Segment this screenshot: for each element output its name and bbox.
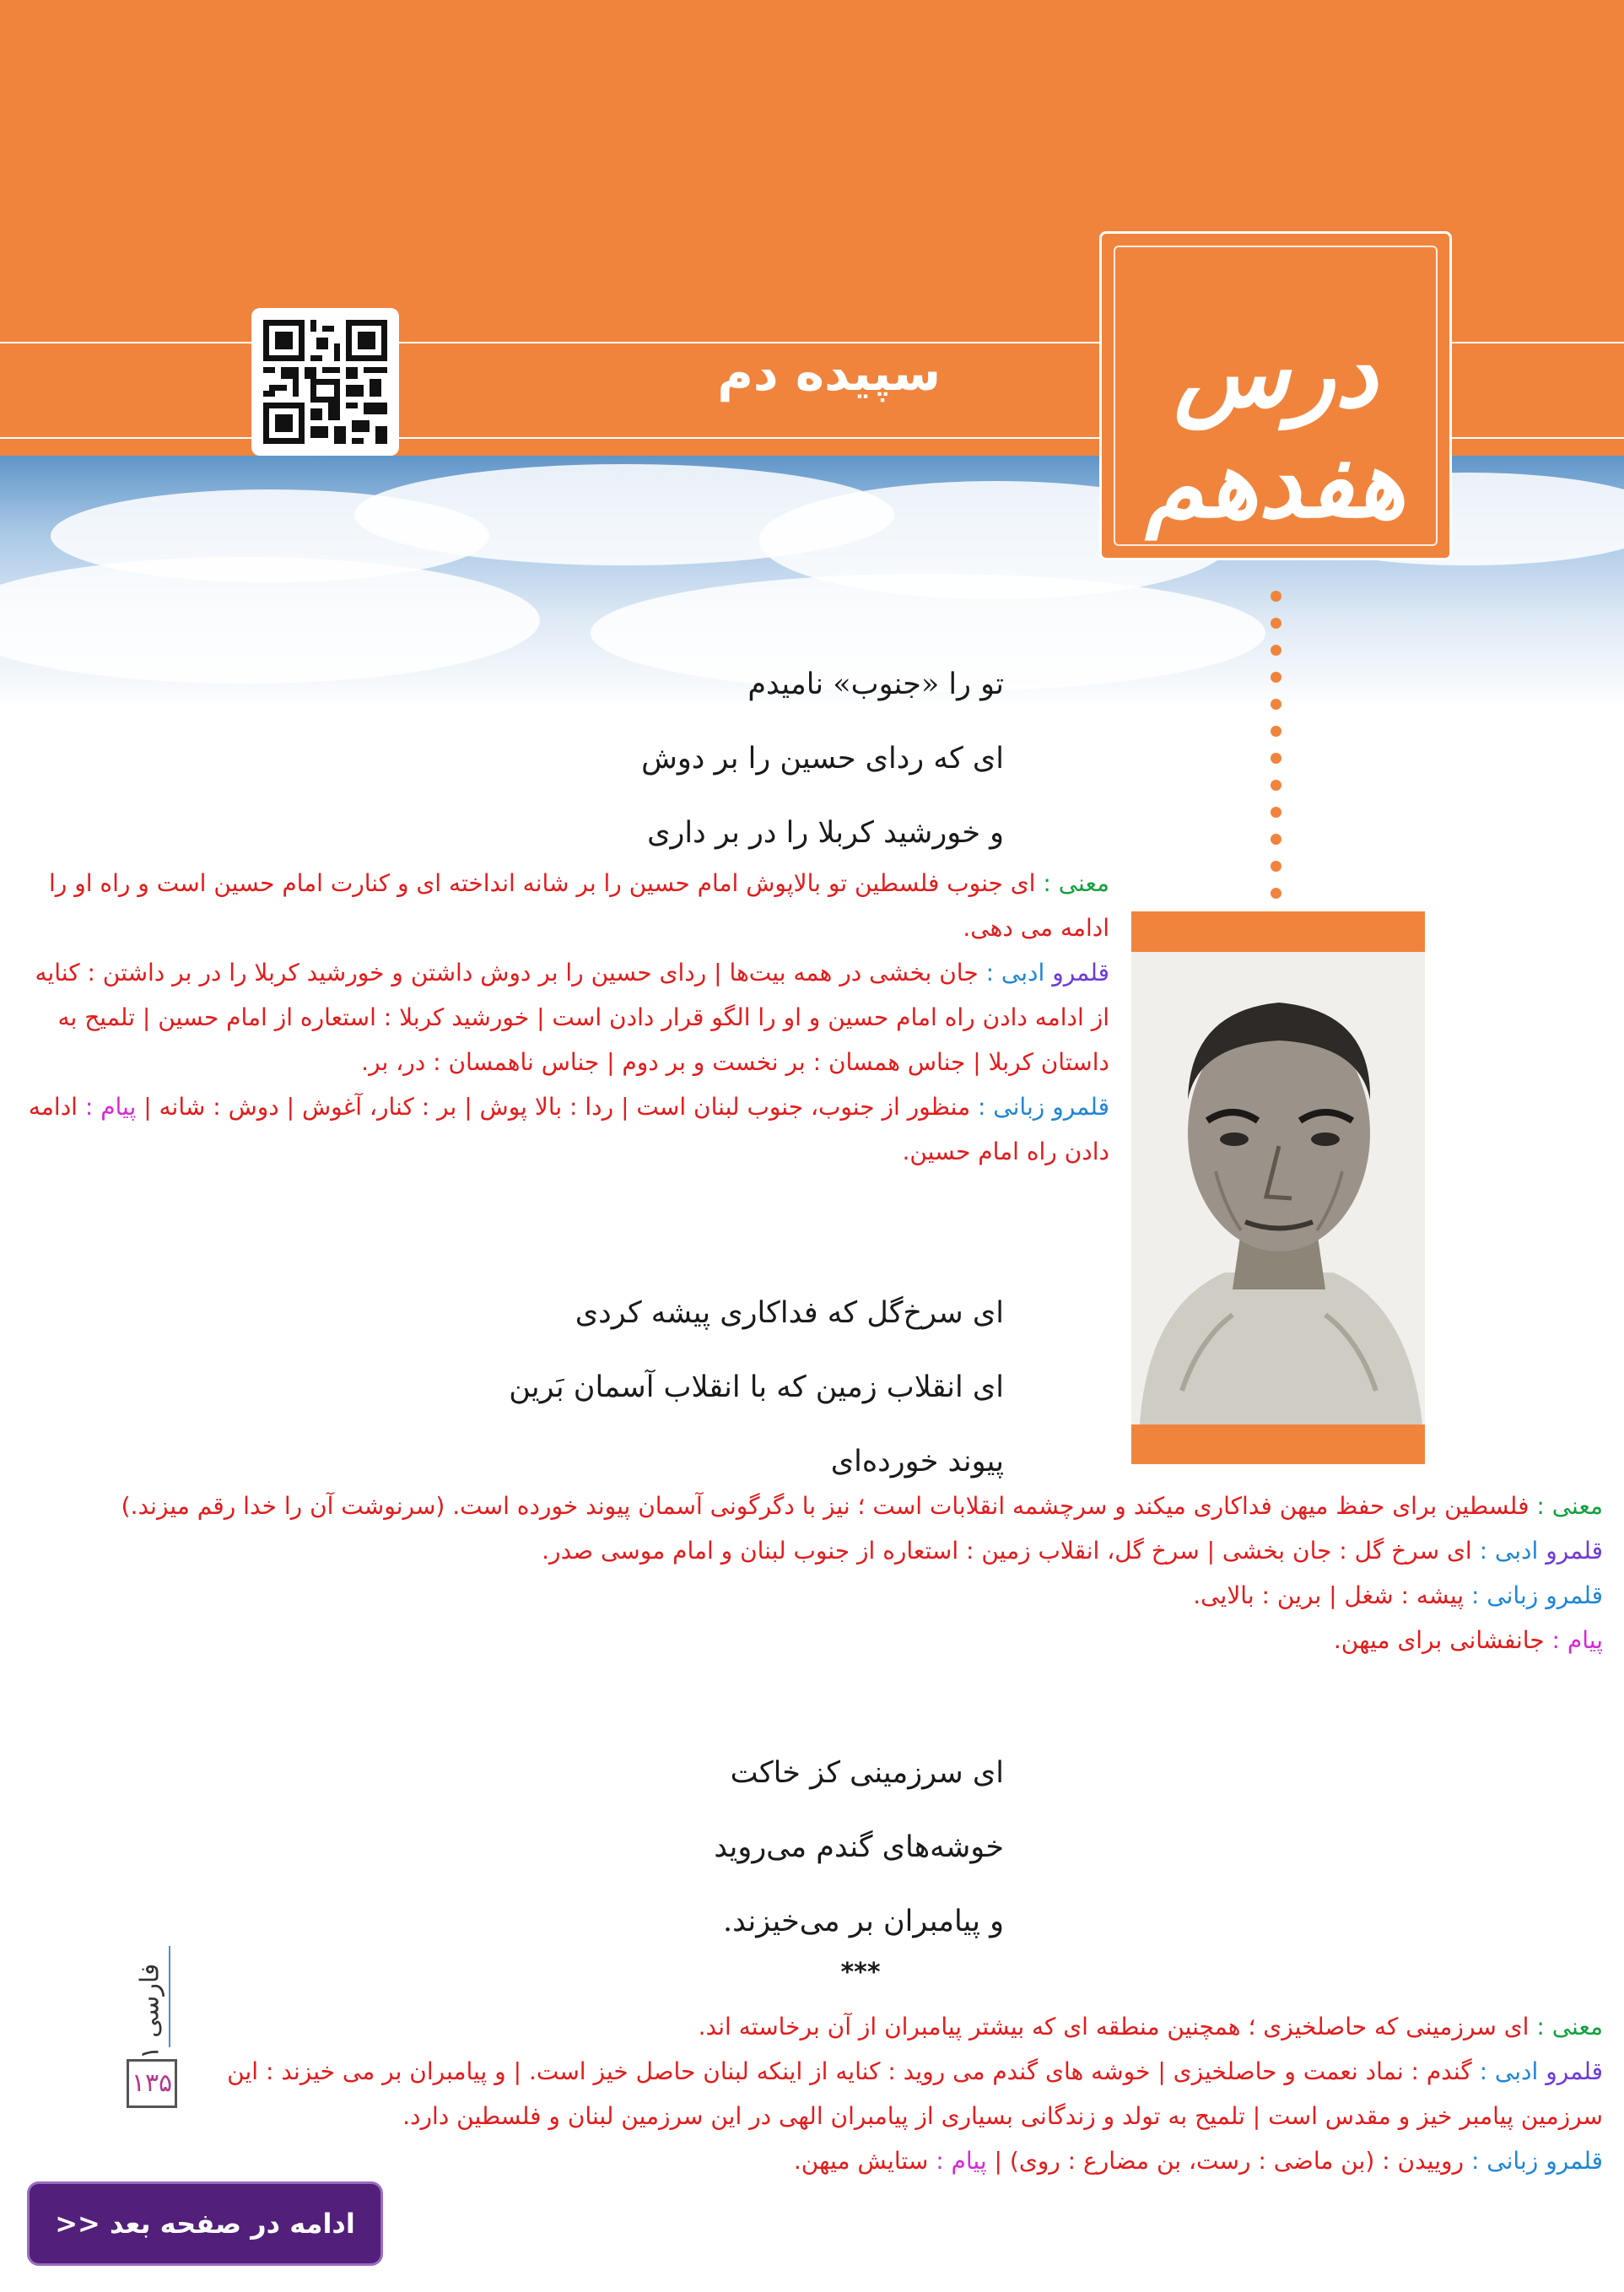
poem-line: ای انقلاب زمین که با انقلاب آسمان بَرین bbox=[509, 1370, 1004, 1404]
linguistic-row bbox=[211, 2138, 1603, 2183]
meaning-text: فلسطین برای حفظ میهن فداکاری میکند و سرچشمه انقلابات است ؛ نیز با دگرگونی آسمان پیوند خورده است. (سرنوشت آن را خدا رقم میزند.) bbox=[121, 1492, 1537, 1520]
literary-label: قلمرو bbox=[1546, 1537, 1603, 1565]
book-label-divider bbox=[169, 1946, 170, 2047]
poem-line: تو را «جنوب» نامیدم bbox=[747, 668, 1004, 701]
explanation-3 bbox=[211, 2004, 1603, 2183]
poem-line: ای که ردای حسین را بر دوش bbox=[641, 742, 1004, 776]
lesson-subtitle: سپیده دم bbox=[717, 344, 941, 402]
poem-stanza-3 bbox=[714, 1736, 1004, 1959]
message-text: جانفشانی برای میهن. bbox=[1333, 1626, 1552, 1654]
literary-text: گندم : نماد نعمت و حاصلخیزی | خوشه های گندم می روید : کنایه از اینکه لبنان حاصل خیز است. | و پیامبران بر می خیزند : این سرزمین پیامبر خیز و مقدس است | تلمیح به تولد و زندگانی بسیاری از پیامبران الهی در این سرزمین لبنان و فلسطین دارد. bbox=[227, 2057, 1603, 2130]
message-text: ستایش میهن. bbox=[793, 2147, 936, 2175]
poem-line: خوشه‌های گندم می‌روید bbox=[714, 1830, 1004, 1864]
lesson-title: درس هفدهم bbox=[1145, 318, 1406, 539]
header-line-right-top bbox=[1452, 342, 1624, 343]
section-separator: *** bbox=[840, 1958, 881, 1987]
literary-label-b: ادبی : bbox=[1479, 1537, 1546, 1565]
linguistic-text: منظور از جنوب، جنوب لبنان است | ردا : بالا پوش | بر : کنار، آغوش | دوش : شانه | bbox=[136, 1093, 978, 1121]
header-line-top bbox=[0, 342, 1099, 343]
meaning-label: معنی : bbox=[1536, 1492, 1603, 1520]
lesson-title-box bbox=[1099, 231, 1452, 560]
literary-label-b: ادبی : bbox=[1479, 2057, 1546, 2085]
poet-photo-frame bbox=[1131, 911, 1425, 1464]
literary-label: قلمرو bbox=[1546, 2057, 1603, 2085]
book-name: فارسی ۱ bbox=[135, 1963, 165, 2060]
meaning-row bbox=[211, 2004, 1603, 2049]
message-text: ادامه دادن راه امام حسین. bbox=[28, 1093, 1109, 1165]
linguistic-label-b: زبانی : bbox=[977, 1093, 1053, 1121]
meaning-text: ای جنوب فلسطین تو بالاپوش امام حسین را بر شانه انداخته ای و کنارت امام حسین است و راه او را ادامه می دهی. bbox=[49, 869, 1109, 942]
linguistic-label: قلمرو bbox=[1546, 1581, 1603, 1609]
poet-photo bbox=[1131, 952, 1425, 1424]
header-line-bottom bbox=[0, 437, 1099, 439]
literary-label: قلمرو bbox=[1052, 959, 1109, 987]
meaning-label: معنی : bbox=[1043, 869, 1109, 897]
message-row bbox=[25, 1618, 1603, 1662]
message-label: پیام : bbox=[1551, 1626, 1603, 1654]
linguistic-label: قلمرو bbox=[1052, 1093, 1109, 1121]
qr-code-icon[interactable] bbox=[251, 308, 399, 456]
literary-text: جان بخشی در همه بیت‌ها | ردای حسین را بر دوش داشتن و خورشید کربلا را در بر داشتن : کنایه از ادامه دادن راه امام حسین و او را الگو قرار دادن است | خورشید کربلا : استعاره از امام حسین | تلمیح به داستان کربلا | جناس همسان : بر نخست و بر دوم | جناس ناهمسان : در، بر. bbox=[35, 959, 1109, 1076]
literary-text: ای سرخ گل : جان بخشی | سرخ گل، انقلاب زمین : استعاره از جنوب لبنان و امام موسی صدر. bbox=[542, 1537, 1480, 1565]
linguistic-text: روییدن : (بن ماضی : رست، بن مضارع : روی) | bbox=[986, 2147, 1471, 2175]
literary-row bbox=[25, 950, 1109, 1084]
message-label: پیام : bbox=[936, 2147, 987, 2175]
meaning-text: ای سرزمینی که حاصلخیزی ؛ همچنین منطقه ای که بیشتر پیامبران از آن برخاسته اند. bbox=[698, 2013, 1537, 2041]
meaning-row bbox=[25, 861, 1109, 950]
linguistic-row bbox=[25, 1084, 1109, 1174]
literary-row bbox=[211, 2049, 1603, 2138]
poem-line: ای سرخ‌گل که فداکاری پیشه کردی bbox=[575, 1296, 1004, 1330]
explanation-1 bbox=[25, 861, 1109, 1174]
poem-line: و پیامبران بر می‌خیزند. bbox=[722, 1905, 1004, 1938]
linguistic-label: قلمرو bbox=[1546, 2147, 1603, 2175]
literary-label-b: ادبی : bbox=[985, 959, 1053, 987]
poem-line: و خورشید کربلا را در بر داری bbox=[647, 816, 1004, 850]
linguistic-label-b: زبانی : bbox=[1470, 1581, 1546, 1609]
linguistic-row bbox=[25, 1573, 1603, 1618]
poem-stanza-2 bbox=[509, 1276, 1004, 1499]
page-number: ۱۳۵ bbox=[127, 2059, 177, 2108]
message-label: پیام : bbox=[84, 1093, 137, 1121]
explanation-2 bbox=[25, 1484, 1603, 1662]
linguistic-label-b: زبانی : bbox=[1470, 2147, 1546, 2175]
next-page-button[interactable]: ادامه در صفحه بعد << bbox=[27, 2181, 383, 2266]
poem-line: ای سرزمینی کز خاکت bbox=[730, 1756, 1004, 1790]
meaning-row bbox=[25, 1484, 1603, 1528]
meaning-label: معنی : bbox=[1536, 2013, 1603, 2041]
poem-stanza-1 bbox=[641, 647, 1004, 870]
header-line-right-bottom bbox=[1452, 437, 1624, 439]
literary-row bbox=[25, 1528, 1603, 1573]
linguistic-text: پیشه : شغل | برین : بالایی. bbox=[1193, 1581, 1471, 1609]
poem-line: پیوند خورده‌ای bbox=[830, 1445, 1004, 1478]
